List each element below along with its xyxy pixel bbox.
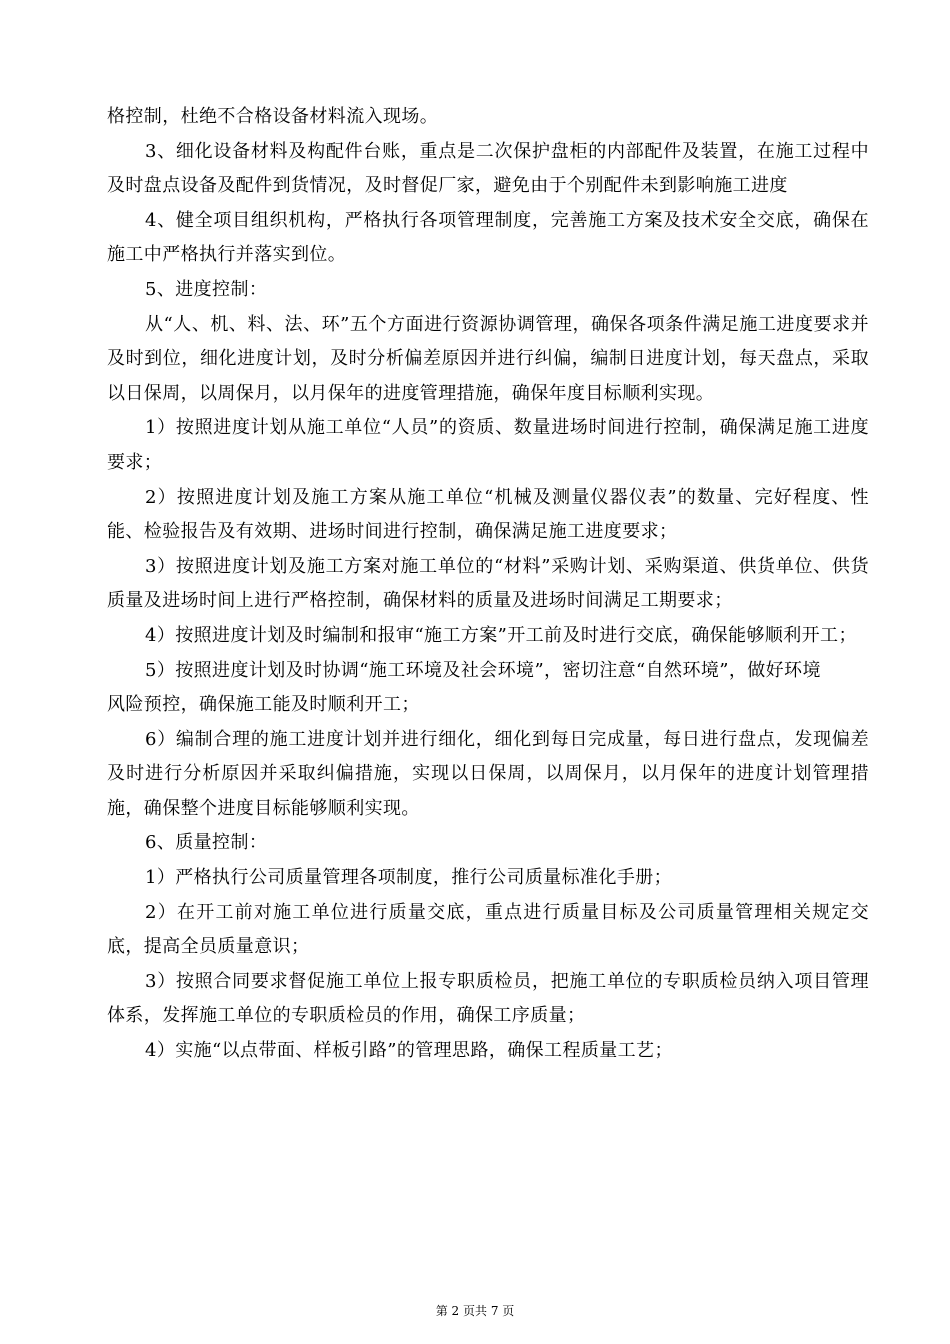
paragraph: 1）严格执行公司质量管理各项制度，推行公司质量标准化手册； [145, 867, 673, 889]
page-number-footer: 第 2 页共 7 页 [435, 1304, 515, 1318]
paragraph: 5）按照进度计划及时协调“施工环境及社会环境”，密切注意“自然环境”，做好环境 [145, 659, 821, 681]
paragraph: 4）按照进度计划及时编制和报审“施工方案”开工前及时进行交底，确保能够顺利开工； [145, 624, 857, 646]
paragraph: 4）实施“以点带面、样板引路”的管理思路，确保工程质量工艺； [145, 1040, 673, 1062]
paragraph: 2）在开工前对施工单位进行质量交底，重点进行质量目标及公司质量管理相关规定交底，提高全员质量意识； [107, 901, 869, 958]
paragraph: 1）按照进度计划从施工单位“人员”的资质、数量进场时间进行控制，确保满足施工进度要求； [107, 417, 869, 473]
paragraph: 风险预控，确保施工能及时顺利开工； [107, 694, 420, 716]
paragraph: 5、进度控制： [145, 278, 268, 300]
paragraph: 2）按照进度计划及施工方案从施工单位“机械及测量仪器仪表”的数量、完好程度、性能、检验报告及有效期、进场时间进行控制，确保满足施工进度要求； [107, 486, 869, 543]
document-body [107, 100, 869, 1069]
paragraph: 4、健全项目组织机构，严格执行各项管理制度，完善施工方案及技术安全交底，确保在施工中严格执行并落实到位。 [107, 209, 869, 266]
paragraph: 6、质量控制： [145, 832, 268, 854]
paragraph: 3、细化设备材料及构配件台账，重点是二次保护盘柜的内部配件及装置，在施工过程中及时盘点设备及配件到货情况，及时督促厂家，避免由于个别配件未到影响施工进度 [107, 140, 869, 197]
paragraph: 从“人、机、料、法、环”五个方面进行资源协调管理，确保各项条件满足施工进度要求并及时到位，细化进度计划，及时分析偏差原因并进行纠偏，编制日进度计划，每天盘点，采取以日保周，以周保月，以月保年的进度管理措施，确保年度目标顺利实现。 [107, 313, 869, 404]
paragraph: 3）按照合同要求督促施工单位上报专职质检员，把施工单位的专职质检员纳入项目管理体系，发挥施工单位的专职质检员的作用，确保工序质量； [107, 970, 869, 1027]
paragraph: 3）按照进度计划及施工方案对施工单位的“材料”采购计划、采购渠道、供货单位、供货质量及进场时间上进行严格控制，确保材料的质量及进场时间满足工期要求； [107, 555, 869, 612]
paragraph: 6）编制合理的施工进度计划并进行细化，细化到每日完成量，每日进行盘点，发现偏差及时进行分析原因并采取纠偏措施，实现以日保周，以周保月，以月保年的进度计划管理措施，确保整个进度目标能够顺利实现。 [107, 728, 869, 819]
paragraph: 格控制，杜绝不合格设备材料流入现场。 [107, 106, 439, 127]
